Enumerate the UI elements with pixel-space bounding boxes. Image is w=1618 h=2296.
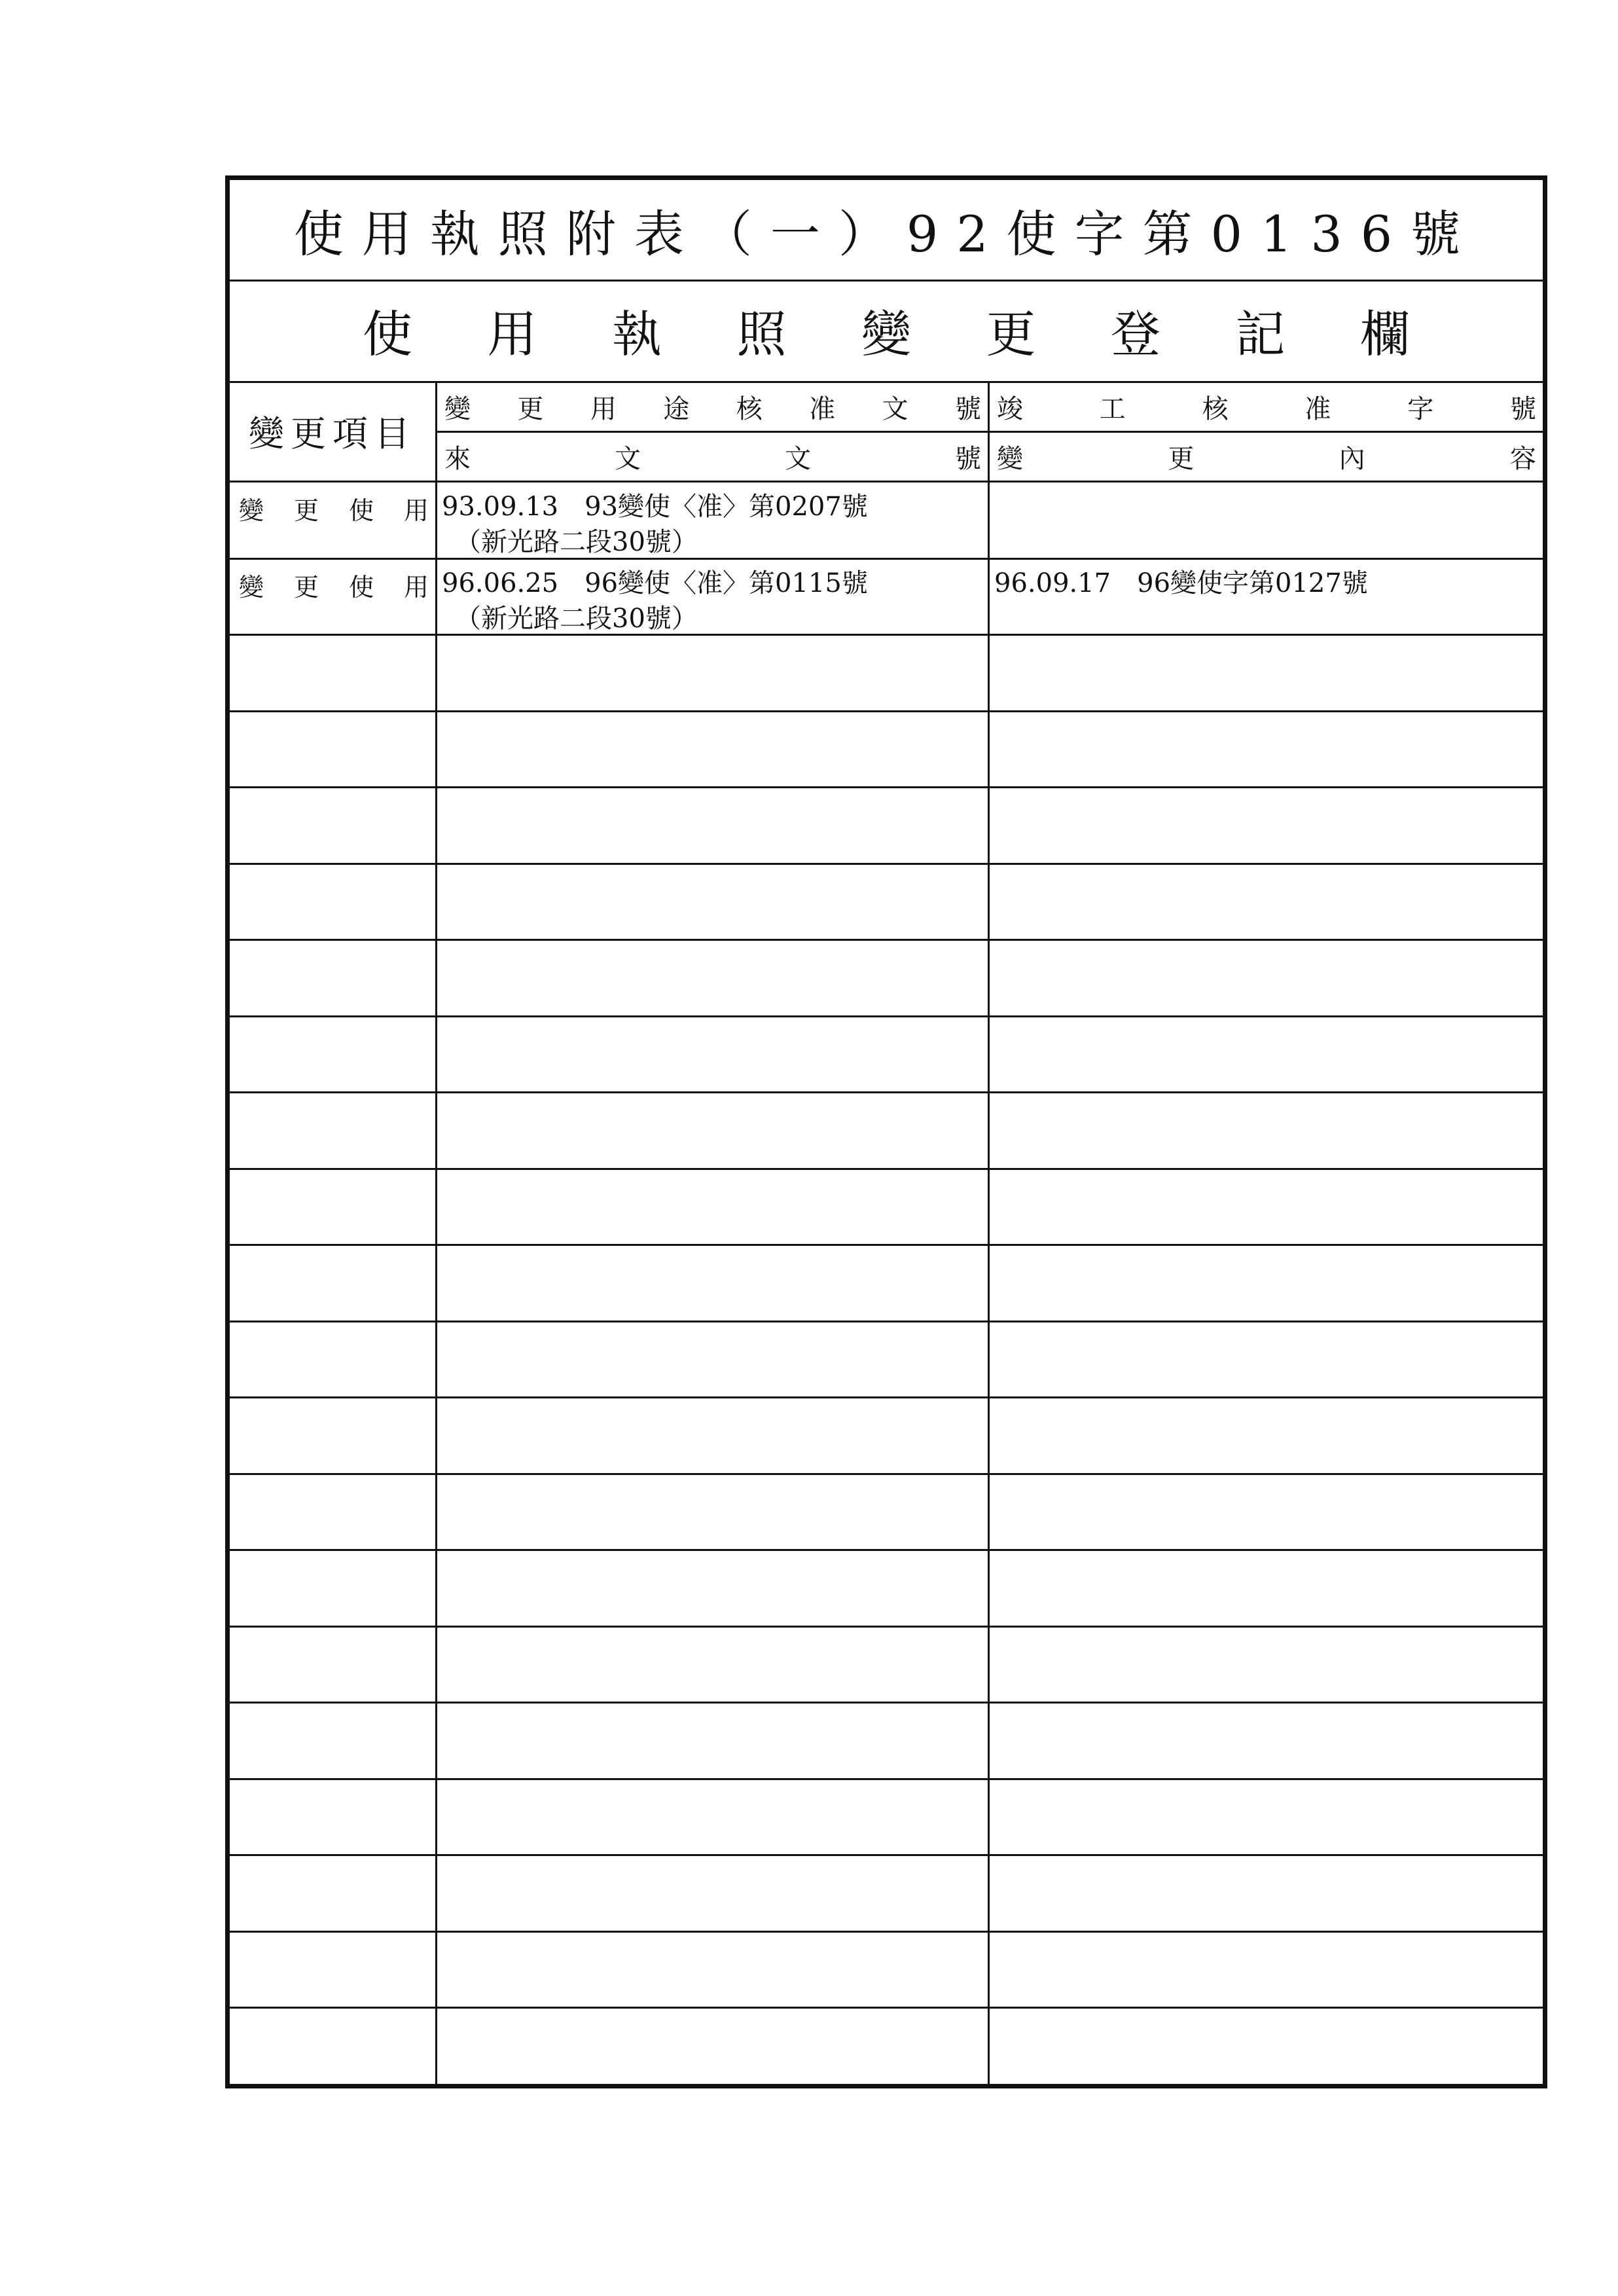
cell-change-item bbox=[230, 1932, 435, 2008]
table-row bbox=[230, 712, 1543, 788]
cell-incoming-doc bbox=[439, 1245, 986, 1321]
cell-incoming-doc bbox=[439, 1093, 986, 1169]
cell-change-content bbox=[992, 1169, 1541, 1245]
header-divider bbox=[437, 431, 1543, 433]
cell-change-content bbox=[992, 1474, 1541, 1550]
cell-change-item bbox=[230, 559, 435, 635]
subtitle-char: 登 bbox=[1111, 305, 1160, 363]
form-title bbox=[230, 180, 1543, 282]
cell-incoming-doc bbox=[439, 559, 986, 635]
cell-change-item bbox=[230, 864, 435, 940]
header-done-top-char: 竣 bbox=[997, 394, 1023, 424]
cell-change-item bbox=[230, 712, 435, 788]
cell-incoming-doc bbox=[439, 1932, 986, 2008]
cell-incoming-doc bbox=[439, 1322, 986, 1398]
completion-number-line: 96.09.17 96變使字第0127號 bbox=[994, 568, 1368, 598]
cell-incoming-doc bbox=[439, 635, 986, 711]
subtitle-char: 執 bbox=[612, 305, 662, 363]
change-item-char: 使 bbox=[348, 496, 374, 525]
table-row bbox=[230, 1855, 1543, 1931]
table-row bbox=[230, 864, 1543, 940]
header-done-top-char: 號 bbox=[1509, 394, 1536, 424]
header-completion-approval-number bbox=[992, 383, 1541, 431]
table-row bbox=[230, 559, 1543, 635]
form-title-text: 使用執照附表（一）92使字第0136號 bbox=[293, 204, 1479, 263]
cell-incoming-doc bbox=[439, 788, 986, 864]
header-doc-bottom-char: 文 bbox=[785, 444, 811, 474]
cell-change-content bbox=[992, 1093, 1541, 1169]
header-doc-top-char: 准 bbox=[809, 394, 836, 424]
row-divider bbox=[230, 634, 1543, 636]
header-done-top-char: 准 bbox=[1304, 394, 1331, 424]
table-row bbox=[230, 788, 1543, 864]
cell-change-item bbox=[230, 1169, 435, 1245]
table-row bbox=[230, 1169, 1543, 1245]
doc-number-line: 93.09.13 93變使〈准〉第0207號 bbox=[442, 492, 868, 522]
doc-address-line: （新光路二段30號） bbox=[455, 603, 698, 634]
cell-change-item bbox=[230, 788, 435, 864]
header-change-content bbox=[992, 433, 1541, 481]
cell-incoming-doc bbox=[439, 1017, 986, 1093]
header-doc-top-char: 文 bbox=[882, 394, 908, 424]
cell-change-item bbox=[230, 1398, 435, 1474]
header-done-bottom-char: 內 bbox=[1339, 444, 1365, 474]
cell-incoming-doc bbox=[439, 712, 986, 788]
row-divider bbox=[230, 1702, 1543, 1704]
cell-incoming-doc bbox=[439, 1703, 986, 1779]
row-divider bbox=[230, 2007, 1543, 2009]
cell-change-item bbox=[230, 1779, 435, 1855]
table-row bbox=[230, 1550, 1543, 1626]
cell-incoming-doc bbox=[439, 1398, 986, 1474]
cell-incoming-doc bbox=[439, 1474, 986, 1550]
cell-change-content bbox=[992, 864, 1541, 940]
cell-change-content bbox=[992, 559, 1541, 635]
cell-change-content bbox=[992, 940, 1541, 1016]
row-divider bbox=[230, 786, 1543, 788]
cell-change-content bbox=[992, 1322, 1541, 1398]
cell-incoming-doc bbox=[439, 940, 986, 1016]
cell-change-content bbox=[992, 2008, 1541, 2084]
change-item-char: 更 bbox=[293, 572, 319, 602]
table-row bbox=[230, 1398, 1543, 1474]
table-row bbox=[230, 1245, 1543, 1321]
cell-incoming-doc bbox=[439, 1550, 986, 1626]
row-divider bbox=[230, 558, 1543, 560]
header-doc-top-char: 用 bbox=[590, 394, 617, 424]
cell-change-item bbox=[230, 1855, 435, 1931]
subtitle-char: 更 bbox=[986, 305, 1036, 363]
cell-incoming-doc bbox=[439, 864, 986, 940]
row-divider bbox=[230, 1854, 1543, 1856]
cell-change-content bbox=[992, 635, 1541, 711]
subtitle-char: 用 bbox=[487, 305, 537, 363]
header-change-item: 變更項目 bbox=[249, 412, 416, 454]
cell-incoming-doc bbox=[439, 1779, 986, 1855]
table-row bbox=[230, 1932, 1543, 2008]
cell-change-item bbox=[230, 483, 435, 558]
header-doc-bottom-char: 來 bbox=[444, 444, 471, 474]
cell-incoming-doc bbox=[439, 483, 986, 558]
change-item-char: 變 bbox=[239, 496, 264, 525]
table-row bbox=[230, 483, 1543, 558]
change-item-char: 用 bbox=[403, 496, 429, 525]
table-row bbox=[230, 1779, 1543, 1855]
cell-incoming-doc bbox=[439, 1855, 986, 1931]
change-item-char: 變 bbox=[239, 572, 264, 602]
cell-change-content bbox=[992, 1398, 1541, 1474]
subtitle-char: 欄 bbox=[1360, 305, 1410, 363]
header-doc-top-char: 途 bbox=[663, 394, 690, 424]
row-divider bbox=[230, 1549, 1543, 1551]
row-divider bbox=[230, 1091, 1543, 1093]
header-done-top-char: 核 bbox=[1202, 394, 1229, 424]
cell-change-content bbox=[992, 1932, 1541, 2008]
change-item-char: 更 bbox=[293, 496, 319, 525]
change-registration-form bbox=[225, 175, 1547, 2088]
change-item-char: 使 bbox=[348, 572, 374, 602]
doc-number-line: 96.06.25 96變使〈准〉第0115號 bbox=[442, 568, 868, 598]
cell-change-content bbox=[992, 1855, 1541, 1931]
cell-change-item bbox=[230, 1550, 435, 1626]
cell-change-item bbox=[230, 1322, 435, 1398]
cell-change-content bbox=[992, 1550, 1541, 1626]
row-divider bbox=[230, 1321, 1543, 1322]
cell-change-content bbox=[992, 1703, 1541, 1779]
form-subtitle bbox=[230, 280, 1543, 383]
header-done-bottom-char: 更 bbox=[1168, 444, 1195, 474]
header-done-bottom-char: 容 bbox=[1509, 444, 1536, 474]
header-incoming-doc-number bbox=[439, 433, 986, 481]
header-doc-top-char: 號 bbox=[954, 394, 981, 424]
doc-address-line: （新光路二段30號） bbox=[455, 527, 698, 557]
table-row bbox=[230, 1627, 1543, 1703]
cell-change-content bbox=[992, 712, 1541, 788]
cell-change-item bbox=[230, 1474, 435, 1550]
row-divider bbox=[230, 1015, 1543, 1017]
cell-change-item bbox=[230, 1093, 435, 1169]
table-row bbox=[230, 1474, 1543, 1550]
subtitle-char: 照 bbox=[736, 305, 787, 363]
row-divider bbox=[230, 1396, 1543, 1398]
header-doc-top-char: 核 bbox=[736, 394, 763, 424]
row-divider bbox=[230, 1931, 1543, 1933]
cell-change-content bbox=[992, 483, 1541, 558]
cell-change-content bbox=[992, 1245, 1541, 1321]
row-divider bbox=[230, 1168, 1543, 1170]
table-row bbox=[230, 1017, 1543, 1093]
header-done-top-char: 工 bbox=[1099, 394, 1126, 424]
cell-change-content bbox=[992, 788, 1541, 864]
subtitle-char: 記 bbox=[1235, 305, 1285, 363]
cell-change-content bbox=[992, 1779, 1541, 1855]
row-divider bbox=[230, 1626, 1543, 1628]
header-done-top-char: 字 bbox=[1407, 394, 1434, 424]
row-divider bbox=[230, 1244, 1543, 1246]
cell-incoming-doc bbox=[439, 1169, 986, 1245]
table-row bbox=[230, 2008, 1543, 2084]
row-divider bbox=[230, 1778, 1543, 1780]
row-divider bbox=[230, 710, 1543, 712]
cell-change-item bbox=[230, 1017, 435, 1093]
table-row bbox=[230, 1322, 1543, 1398]
subtitle-char: 變 bbox=[861, 305, 911, 363]
cell-change-item bbox=[230, 635, 435, 711]
cell-change-item bbox=[230, 1703, 435, 1779]
subtitle-char: 使 bbox=[363, 305, 412, 363]
cell-change-item bbox=[230, 940, 435, 1016]
cell-incoming-doc bbox=[439, 2008, 986, 2084]
cell-change-item bbox=[230, 1627, 435, 1703]
cell-incoming-doc bbox=[439, 1627, 986, 1703]
row-divider bbox=[230, 939, 1543, 941]
table-row bbox=[230, 1093, 1543, 1169]
row-divider bbox=[230, 863, 1543, 865]
header-doc-top-char: 更 bbox=[517, 394, 544, 424]
table-row bbox=[230, 1703, 1543, 1779]
header-done-bottom-char: 變 bbox=[997, 444, 1023, 474]
row-divider bbox=[230, 1473, 1543, 1475]
form-subtitle-chars bbox=[363, 295, 1410, 366]
header-approval-doc-number bbox=[439, 383, 986, 431]
table-row bbox=[230, 940, 1543, 1016]
cell-change-item bbox=[230, 1245, 435, 1321]
header-doc-top-char: 變 bbox=[444, 394, 471, 424]
cell-change-content bbox=[992, 1017, 1541, 1093]
cell-change-content bbox=[992, 1627, 1541, 1703]
cell-change-item bbox=[230, 2008, 435, 2084]
header-doc-bottom-char: 文 bbox=[615, 444, 641, 474]
change-item-char: 用 bbox=[403, 572, 429, 602]
table-row bbox=[230, 635, 1543, 711]
header-doc-bottom-char: 號 bbox=[955, 444, 981, 474]
